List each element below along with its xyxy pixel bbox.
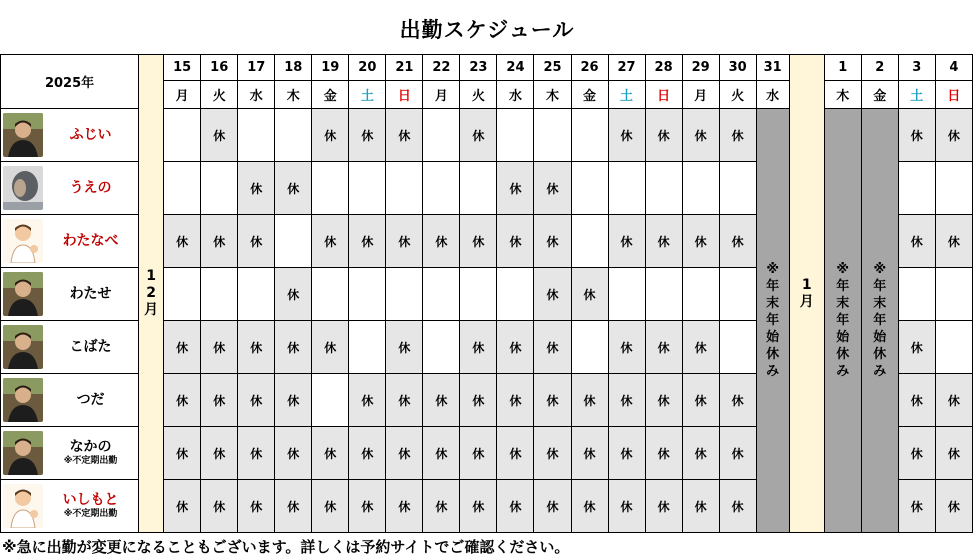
schedule-cell: 休	[275, 321, 312, 374]
schedule-cell	[645, 162, 682, 215]
staff-name-block	[43, 233, 138, 250]
weekday-cell: 月	[164, 81, 201, 109]
staff-name-cell	[1, 162, 139, 215]
weekday-cell: 木	[275, 81, 312, 109]
schedule-cell: 休	[349, 427, 386, 480]
weekday-cell: 水	[756, 81, 789, 109]
schedule-cell	[608, 162, 645, 215]
schedule-cell: 休	[460, 109, 497, 162]
staff-name-cell	[1, 374, 139, 427]
schedule-cell	[164, 268, 201, 321]
schedule-cell: 休	[719, 109, 756, 162]
schedule-cell	[349, 162, 386, 215]
schedule-cell: 休	[898, 109, 935, 162]
weekday-cell: 土	[349, 81, 386, 109]
staff-avatar	[3, 484, 43, 528]
schedule-cell: 休	[423, 215, 460, 268]
weekday-cell: 金	[571, 81, 608, 109]
schedule-cell	[386, 162, 423, 215]
schedule-cell: 休	[608, 374, 645, 427]
schedule-cell: 休	[682, 374, 719, 427]
schedule-cell: 休	[386, 480, 423, 533]
schedule-cell: 休	[571, 268, 608, 321]
schedule-cell	[645, 268, 682, 321]
schedule-cell	[312, 268, 349, 321]
date-cell: 4	[935, 55, 972, 81]
schedule-cell	[349, 268, 386, 321]
schedule-cell	[312, 162, 349, 215]
staff-avatar	[3, 219, 43, 263]
schedule-cell: 休	[898, 374, 935, 427]
staff-avatar	[3, 272, 43, 316]
schedule-cell: 休	[719, 480, 756, 533]
date-cell: 1	[824, 55, 861, 81]
staff-name-wrap	[1, 109, 138, 161]
date-cell: 23	[460, 55, 497, 81]
schedule-cell	[312, 374, 349, 427]
schedule-cell: 休	[935, 109, 972, 162]
schedule-cell: 休	[645, 215, 682, 268]
schedule-cell: 休	[682, 480, 719, 533]
schedule-cell: 休	[238, 480, 275, 533]
weekday-cell: 月	[682, 81, 719, 109]
schedule-cell: 休	[534, 268, 571, 321]
date-cell: 26	[571, 55, 608, 81]
schedule-cell: 休	[534, 480, 571, 533]
schedule-cell: 休	[201, 321, 238, 374]
schedule-cell: 休	[312, 427, 349, 480]
schedule-cell: 休	[312, 321, 349, 374]
year-end-holiday-block	[756, 109, 789, 533]
schedule-cell: 休	[571, 374, 608, 427]
schedule-cell: 休	[275, 374, 312, 427]
schedule-cell: 休	[386, 109, 423, 162]
schedule-cell: 休	[386, 374, 423, 427]
schedule-cell: 休	[935, 374, 972, 427]
schedule-cell: 休	[534, 215, 571, 268]
date-cell: 24	[497, 55, 534, 81]
weekday-cell: 水	[497, 81, 534, 109]
weekday-cell: 木	[824, 81, 861, 109]
page-title: 出勤スケジュール	[399, 18, 575, 42]
schedule-cell: 休	[898, 427, 935, 480]
schedule-cell: 休	[719, 374, 756, 427]
schedule-cell: 休	[164, 215, 201, 268]
schedule-cell: 休	[164, 374, 201, 427]
schedule-cell	[898, 268, 935, 321]
schedule-cell: 休	[349, 215, 386, 268]
schedule-cell: 休	[386, 427, 423, 480]
weekday-cell: 土	[898, 81, 935, 109]
date-cell: 15	[164, 55, 201, 81]
schedule-cell: 休	[349, 374, 386, 427]
schedule-cell: 休	[497, 162, 534, 215]
schedule-cell	[275, 215, 312, 268]
schedule-cell	[460, 162, 497, 215]
schedule-cell: 休	[312, 215, 349, 268]
schedule-cell: 休	[238, 427, 275, 480]
date-cell: 18	[275, 55, 312, 81]
schedule-cell: 休	[935, 427, 972, 480]
weekday-cell: 木	[534, 81, 571, 109]
schedule-cell	[460, 268, 497, 321]
weekday-cell: 土	[608, 81, 645, 109]
weekday-cell: 日	[645, 81, 682, 109]
date-cell: 22	[423, 55, 460, 81]
schedule-cell	[423, 268, 460, 321]
schedule-cell	[534, 109, 571, 162]
schedule-cell: 休	[898, 480, 935, 533]
schedule-cell	[719, 268, 756, 321]
schedule-cell	[898, 162, 935, 215]
staff-avatar	[3, 431, 43, 475]
schedule-cell: 休	[571, 427, 608, 480]
schedule-cell: 休	[898, 321, 935, 374]
staff-name-block	[43, 127, 138, 144]
schedule-cell	[423, 162, 460, 215]
schedule-cell: 休	[423, 374, 460, 427]
schedule-cell: 休	[201, 215, 238, 268]
staff-name: ふじい	[69, 126, 112, 143]
schedule-cell: 休	[460, 427, 497, 480]
date-cell: 29	[682, 55, 719, 81]
schedule-cell: 休	[275, 268, 312, 321]
schedule-cell: 休	[386, 215, 423, 268]
date-cell: 3	[898, 55, 935, 81]
staff-name-cell	[1, 268, 139, 321]
staff-name-block	[43, 339, 138, 356]
schedule-cell: 休	[608, 480, 645, 533]
month-label-jan	[789, 55, 824, 533]
schedule-cell: 休	[497, 215, 534, 268]
schedule-cell	[571, 321, 608, 374]
schedule-note: ※急に出勤が変更になることもございます。詳しくは予約サイトでご確認ください。	[2, 538, 570, 556]
schedule-cell: 休	[534, 321, 571, 374]
schedule-cell: 休	[719, 215, 756, 268]
schedule-cell: 休	[497, 321, 534, 374]
schedule-cell: 休	[645, 374, 682, 427]
schedule-cell: 休	[719, 427, 756, 480]
schedule-cell	[349, 321, 386, 374]
staff-name-block	[43, 180, 138, 197]
schedule-cell: 休	[682, 215, 719, 268]
schedule-cell: 休	[460, 321, 497, 374]
weekday-cell: 日	[386, 81, 423, 109]
schedule-cell	[571, 109, 608, 162]
schedule-cell	[423, 109, 460, 162]
schedule-cell: 休	[238, 321, 275, 374]
staff-name-cell	[1, 321, 139, 374]
schedule-cell: 休	[238, 374, 275, 427]
schedule-cell: 休	[312, 480, 349, 533]
schedule-cell: 休	[534, 162, 571, 215]
weekday-cell: 火	[460, 81, 497, 109]
schedule-cell: 休	[275, 162, 312, 215]
month-text-jan: 1月	[799, 276, 814, 310]
schedule-cell: 休	[386, 321, 423, 374]
staff-name-wrap	[1, 162, 138, 214]
month-label-dec	[139, 55, 164, 533]
date-cell: 25	[534, 55, 571, 81]
weekday-cell: 金	[312, 81, 349, 109]
staff-avatar	[3, 166, 43, 210]
schedule-cell: 休	[423, 480, 460, 533]
schedule-cell	[571, 215, 608, 268]
staff-avatar	[3, 325, 43, 369]
schedule-cell: 休	[164, 480, 201, 533]
schedule-cell: 休	[645, 321, 682, 374]
schedule-cell: 休	[645, 427, 682, 480]
staff-name-block	[43, 492, 138, 520]
date-cell: 30	[719, 55, 756, 81]
schedule-cell	[719, 321, 756, 374]
staff-name: わたせ	[69, 285, 112, 302]
schedule-cell: 休	[164, 427, 201, 480]
holiday-text: ※年末年始休み	[766, 262, 780, 379]
schedule-cell: 休	[497, 480, 534, 533]
weekday-cell: 日	[935, 81, 972, 109]
date-cell: 17	[238, 55, 275, 81]
staff-name-cell	[1, 427, 139, 480]
year-label: 2025年	[1, 55, 139, 109]
schedule-cell	[571, 162, 608, 215]
date-cell: 28	[645, 55, 682, 81]
date-cell: 31	[756, 55, 789, 81]
schedule-cell	[497, 109, 534, 162]
date-row	[1, 55, 973, 81]
schedule-cell	[935, 268, 972, 321]
schedule-cell: 休	[460, 374, 497, 427]
schedule-cell: 休	[608, 109, 645, 162]
schedule-cell	[682, 268, 719, 321]
schedule-cell: 休	[312, 109, 349, 162]
staff-name: つだ	[76, 391, 105, 408]
weekday-cell: 金	[861, 81, 898, 109]
schedule-cell: 休	[682, 427, 719, 480]
staff-name-wrap	[1, 374, 138, 426]
staff-name-wrap	[1, 480, 138, 532]
staff-avatar	[3, 378, 43, 422]
schedule-cell: 休	[645, 480, 682, 533]
schedule-cell: 休	[534, 427, 571, 480]
new-year-holiday-block	[824, 109, 861, 533]
staff-name-wrap	[1, 427, 138, 479]
holiday-text: ※年末年始休み	[873, 262, 887, 379]
weekday-cell: 火	[719, 81, 756, 109]
schedule-cell: 休	[898, 215, 935, 268]
schedule-cell: 休	[497, 427, 534, 480]
staff-name-wrap	[1, 268, 138, 320]
weekday-cell: 水	[238, 81, 275, 109]
date-cell: 27	[608, 55, 645, 81]
month-text-dec: 12月	[144, 268, 159, 318]
schedule-table	[0, 54, 973, 533]
schedule-cell	[608, 268, 645, 321]
new-year-holiday-block	[861, 109, 898, 533]
schedule-cell	[164, 162, 201, 215]
schedule-cell: 休	[275, 427, 312, 480]
schedule-cell	[238, 268, 275, 321]
schedule-cell: 休	[349, 109, 386, 162]
schedule-cell: 休	[238, 162, 275, 215]
schedule-cell: 休	[935, 480, 972, 533]
schedule-cell: 休	[460, 215, 497, 268]
date-cell: 19	[312, 55, 349, 81]
schedule-cell: 休	[238, 215, 275, 268]
schedule-cell	[935, 162, 972, 215]
holiday-text: ※年末年始休み	[836, 262, 850, 379]
schedule-cell: 休	[201, 480, 238, 533]
schedule-cell: 休	[608, 427, 645, 480]
schedule-cell: 休	[608, 321, 645, 374]
schedule-cell: 休	[201, 427, 238, 480]
staff-name: うえの	[69, 179, 112, 196]
schedule-cell	[682, 162, 719, 215]
staff-avatar	[3, 113, 43, 157]
date-cell: 16	[201, 55, 238, 81]
staff-note: ※不定期出勤	[63, 509, 118, 519]
schedule-cell: 休	[275, 480, 312, 533]
staff-name-block	[43, 439, 138, 467]
schedule-cell: 休	[460, 480, 497, 533]
staff-name: わたなべ	[62, 232, 119, 249]
staff-name: こばた	[69, 338, 112, 355]
weekday-cell: 火	[201, 81, 238, 109]
schedule-cell	[386, 268, 423, 321]
schedule-cell	[201, 268, 238, 321]
schedule-cell: 休	[534, 374, 571, 427]
date-cell: 21	[386, 55, 423, 81]
staff-name-cell	[1, 215, 139, 268]
schedule-cell: 休	[201, 109, 238, 162]
schedule-cell: 休	[571, 480, 608, 533]
schedule-cell: 休	[682, 321, 719, 374]
staff-name-wrap	[1, 321, 138, 373]
date-cell: 2	[861, 55, 898, 81]
date-cell: 20	[349, 55, 386, 81]
weekday-cell: 月	[423, 81, 460, 109]
schedule-cell	[164, 109, 201, 162]
schedule-cell: 休	[497, 374, 534, 427]
staff-name-block	[43, 392, 138, 409]
schedule-cell	[201, 162, 238, 215]
schedule-cell: 休	[682, 109, 719, 162]
schedule-cell	[423, 321, 460, 374]
staff-note: ※不定期出勤	[63, 456, 118, 466]
schedule-cell: 休	[201, 374, 238, 427]
schedule-cell	[935, 321, 972, 374]
schedule-cell: 休	[645, 109, 682, 162]
staff-name-cell	[1, 480, 139, 533]
staff-name-wrap	[1, 215, 138, 267]
staff-name: なかの	[69, 439, 112, 455]
staff-name-block	[43, 286, 138, 303]
staff-name-cell	[1, 109, 139, 162]
staff-name: いしもと	[62, 492, 119, 508]
schedule-cell	[497, 268, 534, 321]
schedule-cell: 休	[608, 215, 645, 268]
schedule-cell	[275, 109, 312, 162]
schedule-cell: 休	[349, 480, 386, 533]
schedule-cell	[238, 109, 275, 162]
schedule-cell: 休	[935, 215, 972, 268]
schedule-cell	[719, 162, 756, 215]
schedule-cell: 休	[423, 427, 460, 480]
schedule-cell: 休	[164, 321, 201, 374]
